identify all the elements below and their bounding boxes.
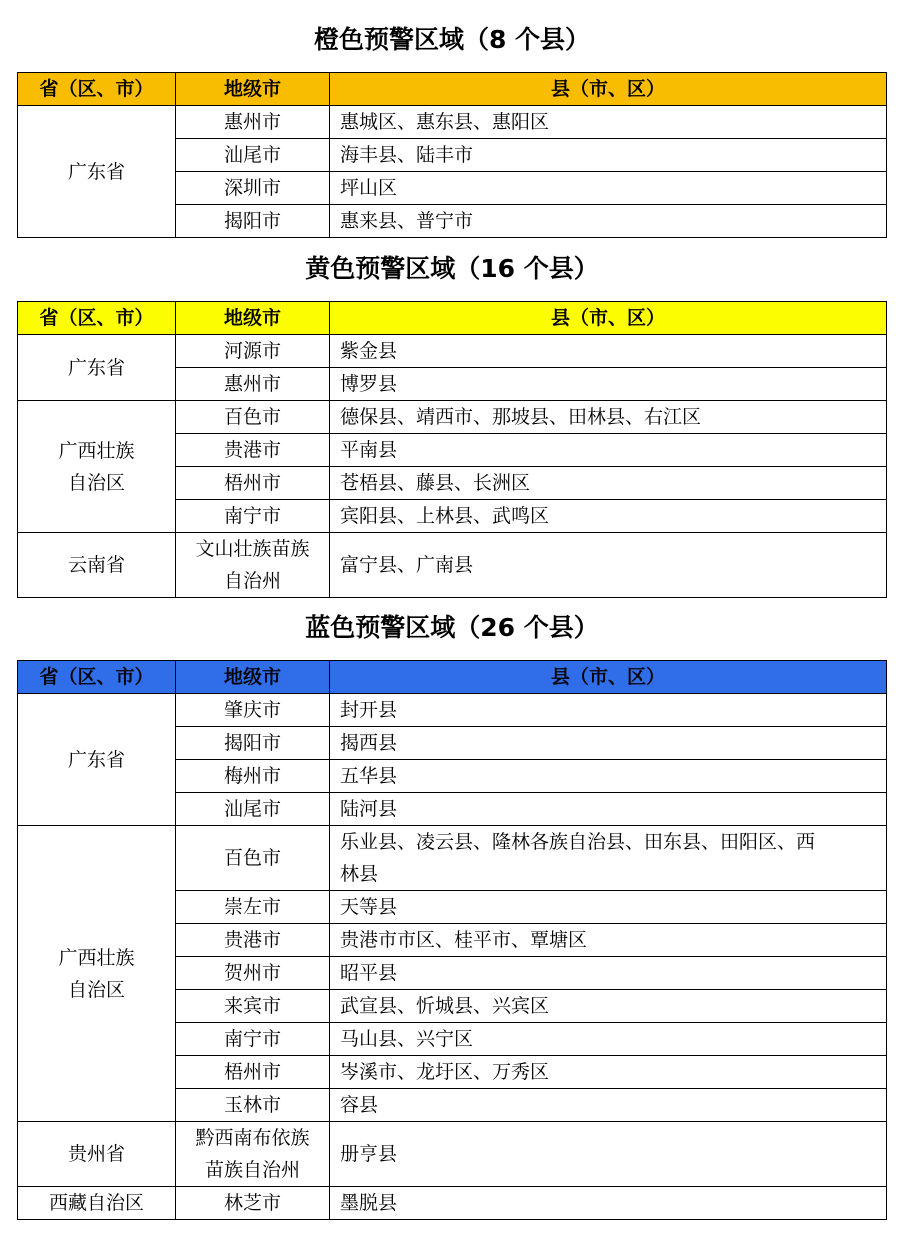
city-line: 文山壮族苗族 xyxy=(195,538,310,560)
county-cell: 岑溪市、龙圩区、万秀区 xyxy=(330,1056,887,1089)
table-row xyxy=(18,826,887,891)
county-line: 乐业县、凌云县、隆林各族自治县、田东县、田阳区、西 xyxy=(340,831,816,853)
county-cell: 海丰县、陆丰市 xyxy=(330,139,887,172)
table-row xyxy=(18,106,887,139)
city-cell: 肇庆市 xyxy=(176,694,330,727)
city-cell: 玉林市 xyxy=(176,1089,330,1122)
province-cell: 西藏自治区 xyxy=(18,1187,176,1220)
table-row xyxy=(18,1122,887,1187)
county-cell: 贵港市市区、桂平市、覃塘区 xyxy=(330,924,887,957)
county-cell: 宾阳县、上林县、武鸣区 xyxy=(330,500,887,533)
city-cell: 梧州市 xyxy=(176,1056,330,1089)
county-cell: 马山县、兴宁区 xyxy=(330,1023,887,1056)
province-cell xyxy=(18,401,176,533)
province-line: 自治区 xyxy=(67,978,125,1001)
county-cell xyxy=(330,826,887,891)
city-cell xyxy=(176,533,330,598)
city-cell: 汕尾市 xyxy=(176,139,330,172)
city-cell: 贵港市 xyxy=(176,924,330,957)
table-row xyxy=(18,335,887,368)
yellow-warning-table xyxy=(17,301,887,598)
header-province: 省（区、市） xyxy=(18,661,176,694)
city-cell: 惠州市 xyxy=(176,368,330,401)
county-cell: 天等县 xyxy=(330,891,887,924)
province-cell: 广东省 xyxy=(18,694,176,826)
county-cell: 陆河县 xyxy=(330,793,887,826)
county-line: 林县 xyxy=(340,863,379,885)
header-province: 省（区、市） xyxy=(18,302,176,335)
county-cell: 惠来县、普宁市 xyxy=(330,205,887,238)
city-cell: 河源市 xyxy=(176,335,330,368)
province-cell: 贵州省 xyxy=(18,1122,176,1187)
county-cell: 坪山区 xyxy=(330,172,887,205)
county-cell: 揭西县 xyxy=(330,727,887,760)
table-row xyxy=(18,694,887,727)
province-line: 广西壮族 xyxy=(58,439,135,462)
city-cell: 梅州市 xyxy=(176,760,330,793)
city-cell: 汕尾市 xyxy=(176,793,330,826)
county-cell: 德保县、靖西市、那坡县、田林县、右江区 xyxy=(330,401,887,434)
city-cell: 来宾市 xyxy=(176,990,330,1023)
county-cell: 武宣县、忻城县、兴宾区 xyxy=(330,990,887,1023)
table-row xyxy=(18,533,887,598)
city-cell: 揭阳市 xyxy=(176,205,330,238)
yellow-section-title: 黄色预警区域（16 个县） xyxy=(305,254,599,283)
orange-header-row xyxy=(18,73,887,106)
county-cell: 平南县 xyxy=(330,434,887,467)
city-line: 苗族自治州 xyxy=(204,1159,300,1181)
city-cell: 梧州市 xyxy=(176,467,330,500)
blue-header-row xyxy=(18,661,887,694)
county-cell: 苍梧县、藤县、长洲区 xyxy=(330,467,887,500)
county-cell: 册亨县 xyxy=(330,1122,887,1187)
county-cell: 墨脱县 xyxy=(330,1187,887,1220)
city-cell: 崇左市 xyxy=(176,891,330,924)
city-cell: 深圳市 xyxy=(176,172,330,205)
orange-section-title: 橙色预警区域（8 个县） xyxy=(313,25,591,54)
city-cell: 百色市 xyxy=(176,826,330,891)
blue-section-title: 蓝色预警区域（26 个县） xyxy=(305,613,599,642)
county-cell: 容县 xyxy=(330,1089,887,1122)
county-cell: 五华县 xyxy=(330,760,887,793)
city-cell: 惠州市 xyxy=(176,106,330,139)
province-cell: 云南省 xyxy=(18,533,176,598)
city-cell: 南宁市 xyxy=(176,1023,330,1056)
header-county: 县（市、区） xyxy=(330,661,887,694)
county-cell: 博罗县 xyxy=(330,368,887,401)
county-cell: 昭平县 xyxy=(330,957,887,990)
province-cell xyxy=(18,826,176,1122)
header-county: 县（市、区） xyxy=(330,73,887,106)
county-cell: 惠城区、惠东县、惠阳区 xyxy=(330,106,887,139)
county-cell: 紫金县 xyxy=(330,335,887,368)
city-cell: 林芝市 xyxy=(176,1187,330,1220)
table-row xyxy=(18,401,887,434)
header-city: 地级市 xyxy=(176,73,330,106)
city-cell xyxy=(176,1122,330,1187)
county-cell: 富宁县、广南县 xyxy=(330,533,887,598)
header-province: 省（区、市） xyxy=(18,73,176,106)
province-cell: 广东省 xyxy=(18,335,176,401)
header-city: 地级市 xyxy=(176,661,330,694)
table-row xyxy=(18,1187,887,1220)
province-cell: 广东省 xyxy=(18,106,176,238)
yellow-header-row xyxy=(18,302,887,335)
city-cell: 贵港市 xyxy=(176,434,330,467)
header-county: 县（市、区） xyxy=(330,302,887,335)
blue-warning-table xyxy=(17,660,887,1220)
province-line: 广西壮族 xyxy=(58,946,135,969)
city-line: 自治州 xyxy=(223,570,281,592)
county-cell: 封开县 xyxy=(330,694,887,727)
header-city: 地级市 xyxy=(176,302,330,335)
city-cell: 南宁市 xyxy=(176,500,330,533)
city-cell: 揭阳市 xyxy=(176,727,330,760)
city-cell: 百色市 xyxy=(176,401,330,434)
orange-warning-table xyxy=(17,72,887,238)
province-line: 自治区 xyxy=(67,471,125,494)
city-cell: 贺州市 xyxy=(176,957,330,990)
city-line: 黔西南布依族 xyxy=(195,1127,310,1149)
